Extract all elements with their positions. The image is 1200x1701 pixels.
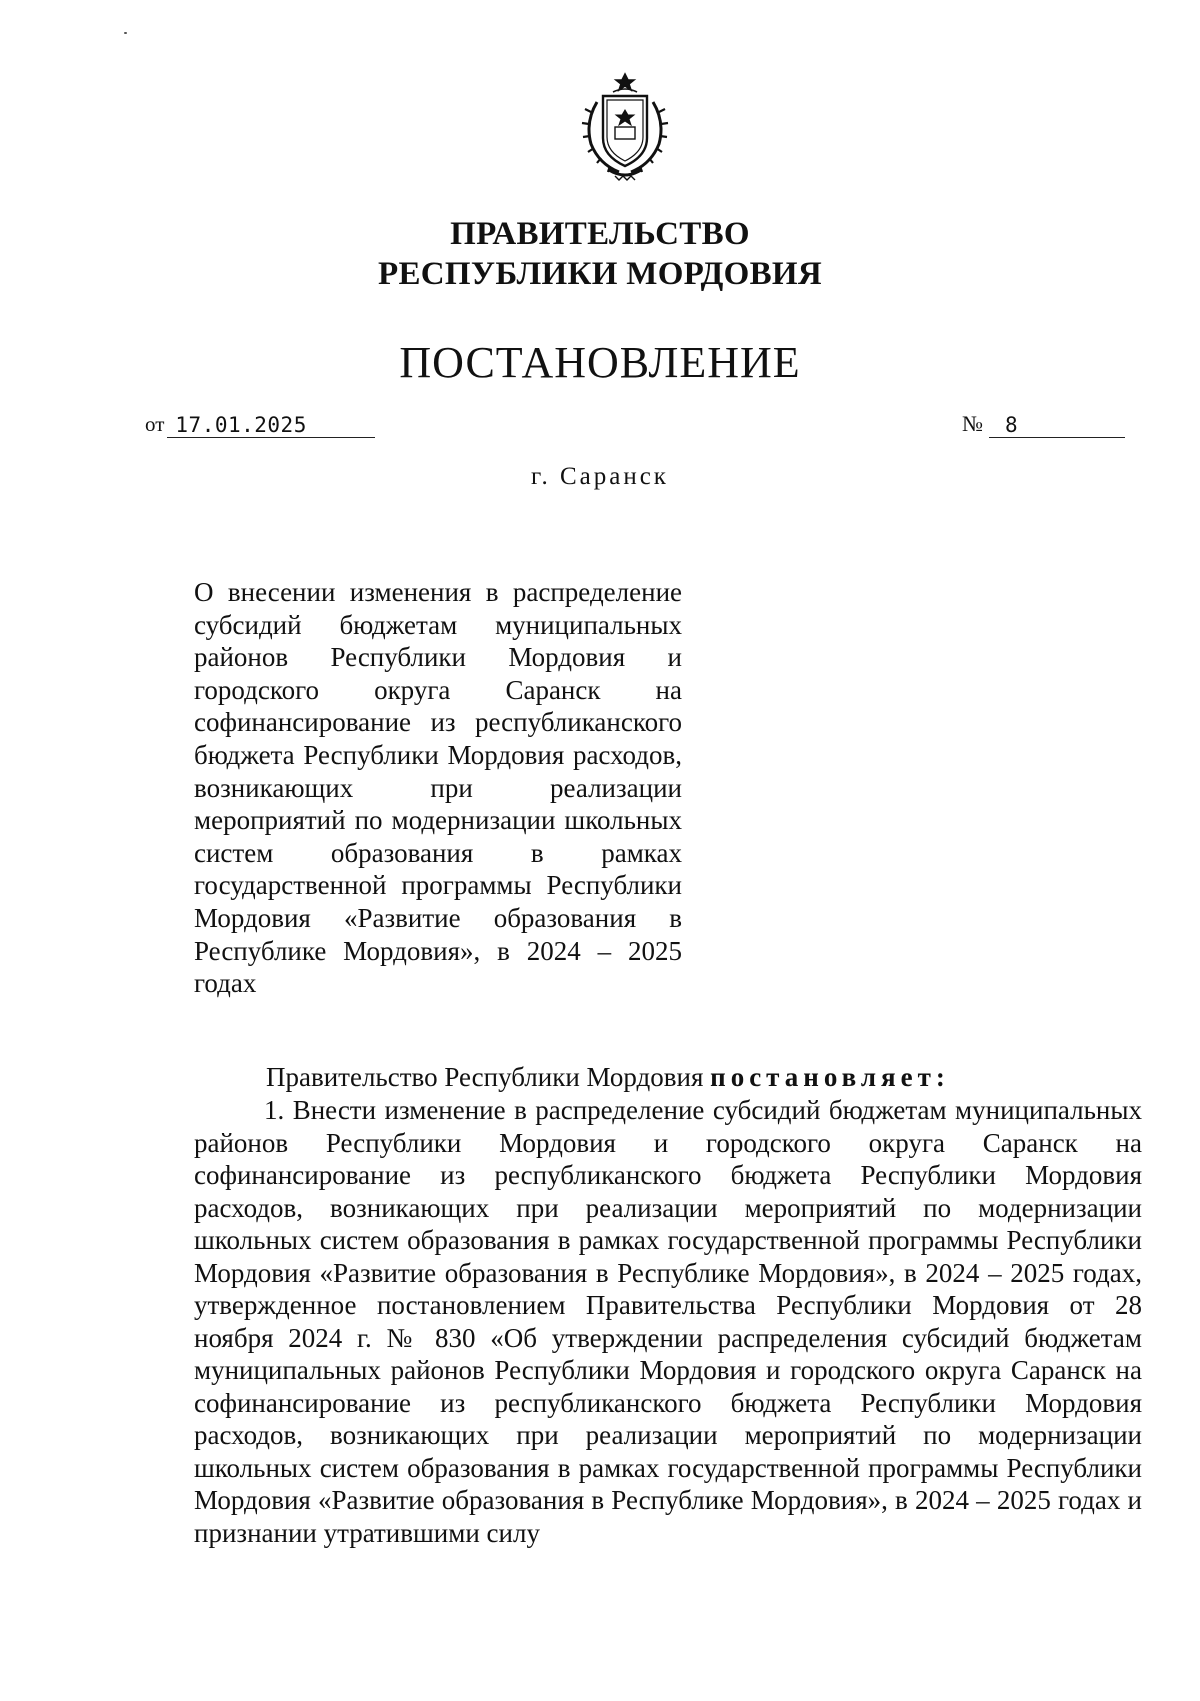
city-line: г. Саранск [531, 463, 669, 490]
document-subject: О внесении изменения в распределение субсидий бюджетам муниципальных районов Республики Мордовия и городского округа Саранск на софинансирование из республиканского бюджета Республики Мордовия расходов, возникающих при реализации мероприятий по модернизации школьных систем образования в рамках государственной программы Республики Мордовия «Развитие образования в Республике Мордовия», в 2024 – 2025 годах [194, 577, 682, 999]
number-prefix: № [962, 411, 983, 436]
government-name-line1: ПРАВИТЕЛЬСТВО [450, 216, 750, 252]
government-name-line2: РЕСПУБЛИКИ МОРДОВИЯ [377, 256, 822, 292]
number-field [962, 410, 1125, 438]
number-value: 8 [989, 413, 1125, 438]
preamble-verb: постановляет: [710, 1062, 950, 1092]
preamble-text: Правительство Республики Мордовия [266, 1062, 711, 1092]
date-field [145, 410, 375, 438]
paragraph-1: 1. Внести изменение в распределение субсидий бюджетам муниципальных районов Республики Мордовия и городского округа Саранск на софинансирование из республиканского бюджета Республики Мордовия расходов, возникающих при реализации мероприятий по модернизации школьных систем образования в рамках государственной программы Республики Мордовия «Развитие образования в Республике Мордовия», в 2024 – 2025 годах, утвержденное постановлением Правительства Республики Мордовия от 28 ноября 2024 г. № 830 «Об утверждении распределения субсидий бюджетам муниципальных районов Республики Мордовия и городского округа Саранск на софинансирование из республиканского бюджета Республики Мордовия расходов, возникающих при реализации мероприятий по модернизации школьных систем образования в рамках государственной программы Республики Мордовия «Развитие образования в Республике Мордовия», в 2024 – 2025 годах и признании утратившими силу [194, 1095, 1142, 1548]
preamble [266, 1061, 950, 1093]
date-value: 17.01.2025 [167, 413, 375, 438]
coat-of-arms-icon [575, 72, 675, 184]
scan-speck [124, 32, 127, 34]
date-prefix: от [145, 412, 165, 436]
document-type-heading: ПОСТАНОВЛЕНИЕ [399, 338, 801, 387]
government-name [0, 214, 1200, 294]
